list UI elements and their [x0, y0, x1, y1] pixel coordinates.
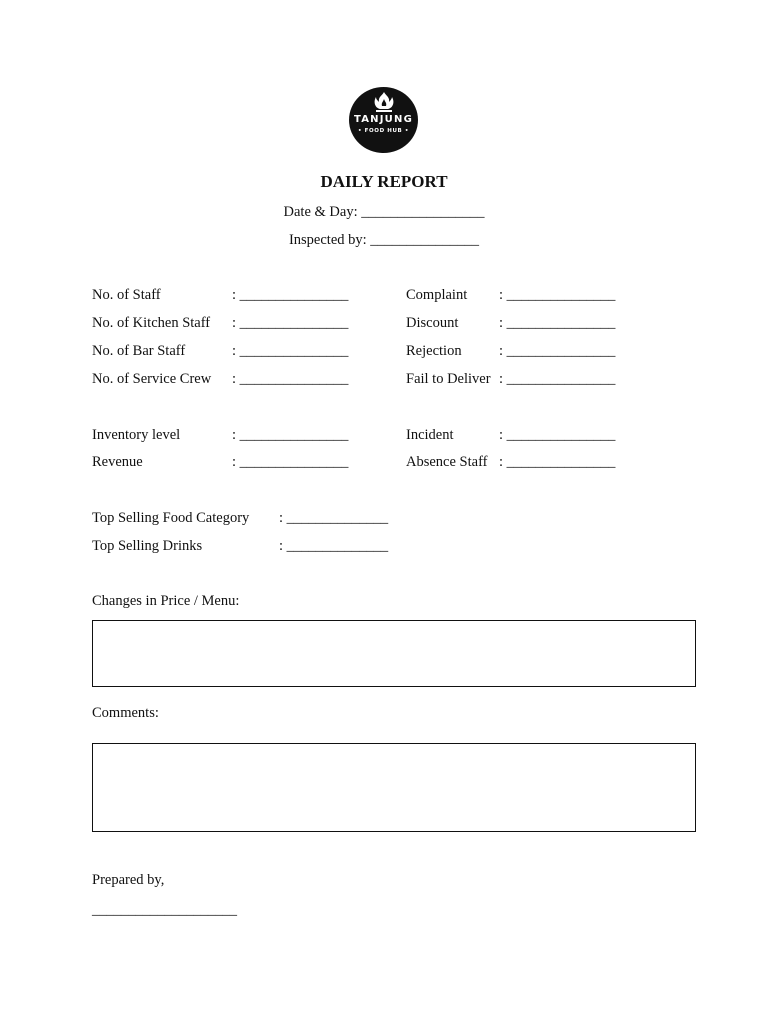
staff-count-label: No. of Staff [92, 287, 161, 303]
top-drinks-label: Top Selling Drinks [92, 538, 203, 554]
logo-subtitle: • FOOD HUB • [358, 128, 409, 134]
kitchen-staff-line[interactable]: : _______________ [232, 315, 349, 331]
fail-to-deliver-label: Fail to Deliver [406, 371, 491, 387]
flame-icon [373, 92, 395, 112]
inspected-by-field [0, 231, 768, 249]
changes-label: Changes in Price / Menu: [92, 593, 240, 609]
date-day-line[interactable]: _________________ [361, 204, 485, 220]
incident-label: Incident [406, 427, 454, 443]
date-day-field [0, 203, 768, 221]
page-title: DAILY REPORT [320, 172, 448, 191]
absence-staff-label: Absence Staff [406, 454, 488, 470]
signature-line[interactable]: ____________________ [92, 902, 237, 918]
comments-label: Comments: [92, 705, 159, 721]
complaint-line[interactable]: : _______________ [499, 287, 616, 303]
top-food-category-label: Top Selling Food Category [92, 510, 250, 526]
revenue-line[interactable]: : _______________ [232, 454, 349, 470]
revenue-label: Revenue [92, 454, 143, 470]
fail-to-deliver-line[interactable]: : _______________ [499, 371, 616, 387]
absence-staff-line[interactable]: : _______________ [499, 454, 616, 470]
complaint-label: Complaint [406, 287, 468, 303]
service-crew-line[interactable]: : _______________ [232, 371, 349, 387]
changes-box[interactable] [92, 620, 696, 687]
logo-name: TANJUNG [354, 114, 413, 125]
top-drinks-line[interactable]: : ______________ [279, 538, 389, 554]
kitchen-staff-label: No. of Kitchen Staff [92, 315, 211, 331]
inspected-by-line[interactable]: _______________ [370, 232, 480, 248]
rejection-label: Rejection [406, 343, 462, 359]
inventory-level-label: Inventory level [92, 427, 181, 443]
service-crew-label: No. of Service Crew [92, 371, 212, 387]
company-logo [349, 87, 418, 153]
rejection-line[interactable]: : _______________ [499, 343, 616, 359]
staff-count-line[interactable]: : _______________ [232, 287, 349, 303]
date-day-label: Date & Day: [283, 204, 358, 220]
discount-label: Discount [406, 315, 459, 331]
bar-staff-label: No. of Bar Staff [92, 343, 186, 359]
inspected-by-label: Inspected by: [288, 232, 367, 248]
prepared-by-label: Prepared by, [92, 872, 165, 888]
inventory-level-line[interactable]: : _______________ [232, 427, 349, 443]
bar-staff-line[interactable]: : _______________ [232, 343, 349, 359]
discount-line[interactable]: : _______________ [499, 315, 616, 331]
top-food-category-line[interactable]: : ______________ [279, 510, 389, 526]
incident-line[interactable]: : _______________ [499, 427, 616, 443]
comments-box[interactable] [92, 743, 696, 832]
